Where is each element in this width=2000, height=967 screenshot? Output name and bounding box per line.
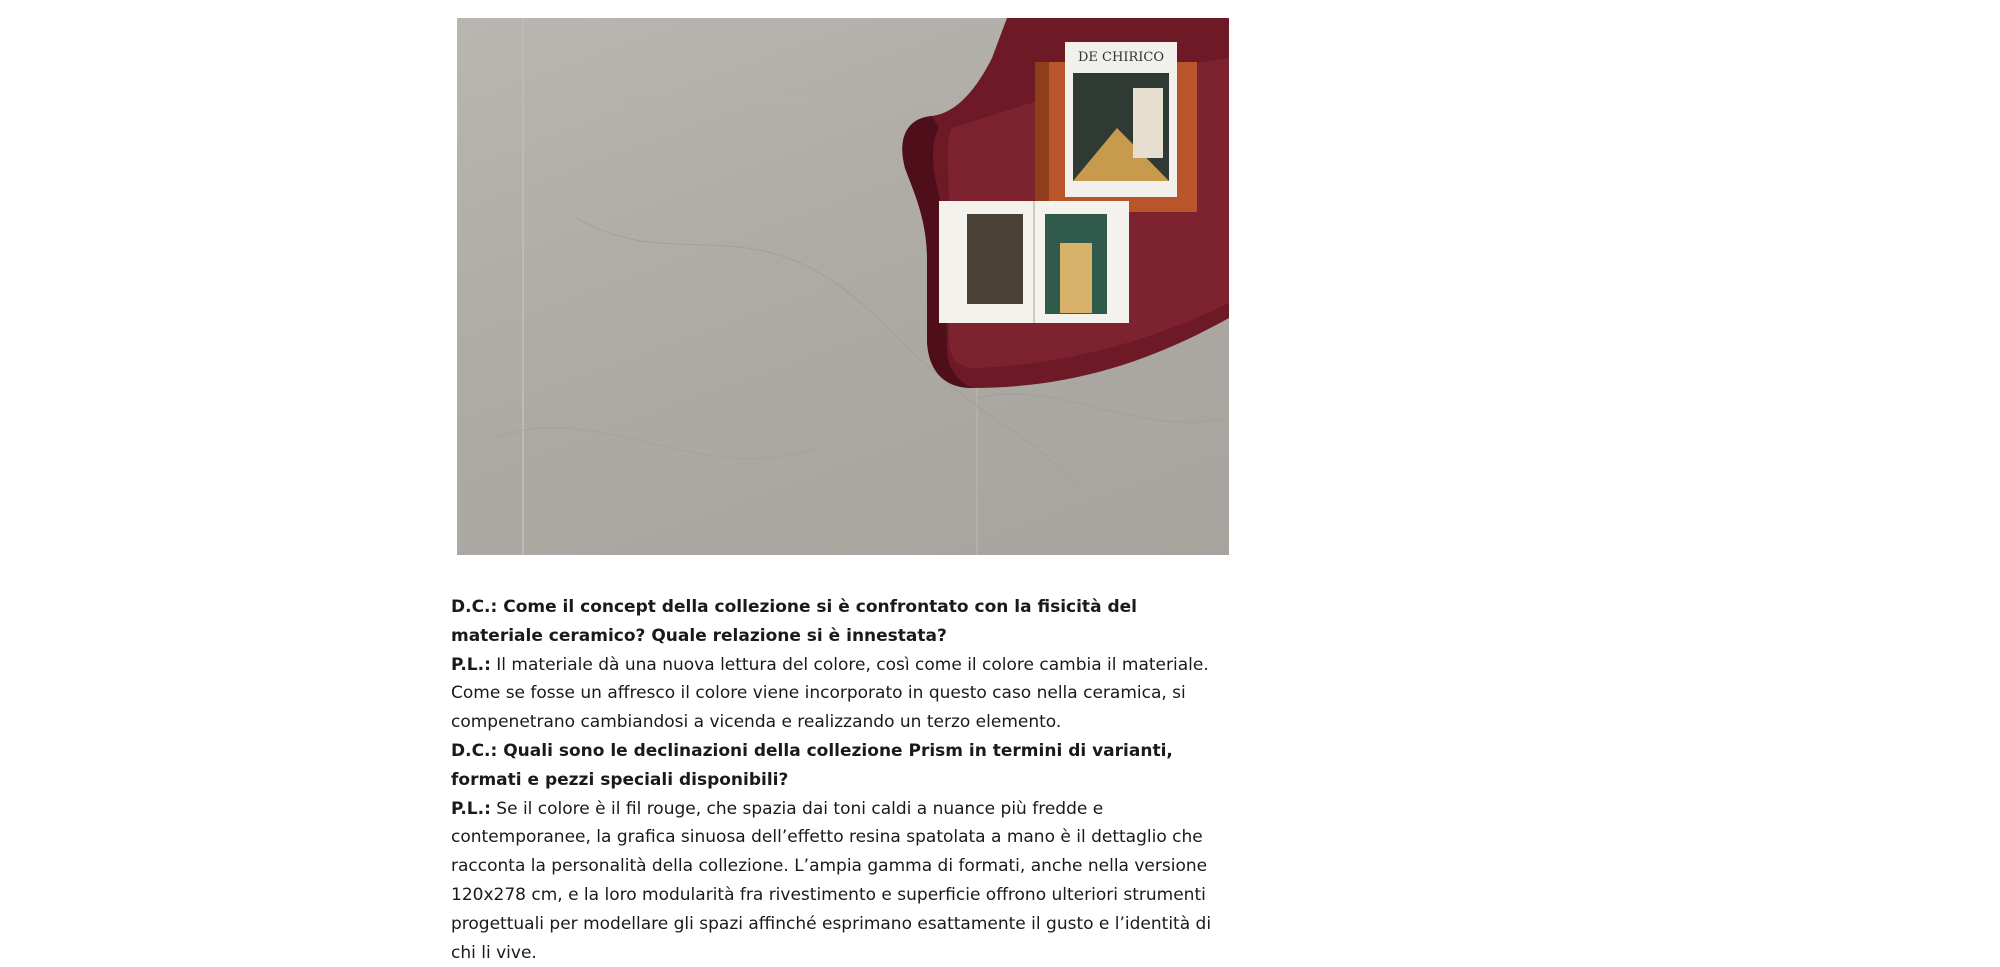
painting-arcade [1133,88,1163,158]
painting-arch [1060,243,1092,313]
answer-text: Se il colore è il fil rouge, che spazia dai toni caldi a nuance più fredde e contemporanee, la grafica sinuosa dell’effetto resina spatolata a mano è il dettaglio che racconta la personalità della collezione. L’ampia gamma di formati, anche nella versione 120x278 cm, e la loro modularità fra rivestimento e superficie offrono ulteriori strumenti progettuali per modellare gli spazi affinché esprimano esattamente il gusto e l’identità di chi li vive. [451,798,1212,963]
book-cover-title: DE CHIRICO [1078,50,1164,65]
floor-vein [977,394,1229,422]
floor-vein [497,427,817,458]
answer-paragraph [451,651,1231,737]
answer-text: Il materiale dà una nuova lettura del colore, così come il colore cambia il materiale. Come se fosse un affresco il colore viene incorporato in questo caso nella ceramica, si compenetrano cambiandosi a vicenda e realizzando un terzo elemento. [451,654,1209,733]
question-paragraph [451,737,1231,795]
book-open-left-plate [967,214,1023,304]
speaker-label: D.C.: [451,597,498,617]
answer-paragraph [451,795,1231,967]
speaker-label: P.L.: [451,798,491,819]
speaker-label: P.L.: [451,654,491,675]
photo-illustration [457,18,1229,555]
question-text: Quali sono le declinazioni della collezione Prism in termini di varianti, formati e pezzi speciali disponibili? [451,740,1173,790]
question-text: Come il concept della collezione si è confrontato con la fisicità del materiale ceramico? Quale relazione si è innestata? [451,597,1137,646]
speaker-label: D.C.: [451,740,498,761]
interview-text [451,593,1231,967]
question-paragraph [451,593,1231,651]
article-photo [457,18,1229,555]
book-spine [1035,62,1049,212]
